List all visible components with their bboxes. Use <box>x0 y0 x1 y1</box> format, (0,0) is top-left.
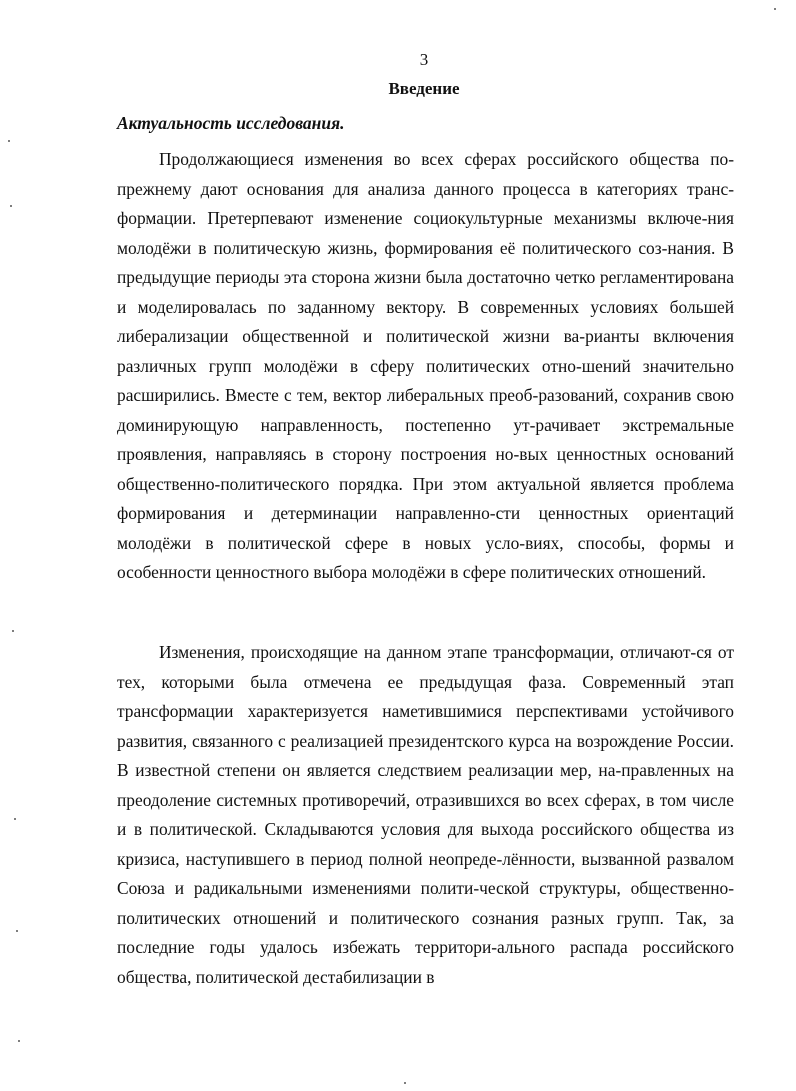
scan-speck <box>404 1082 406 1084</box>
scan-speck <box>10 205 12 207</box>
scan-speck <box>18 1040 20 1042</box>
scan-speck <box>774 8 776 10</box>
paragraph-2: Изменения, происходящие на данном этапе трансформации, отличают-ся от тех, которыми была отмечена ее предыдущая фаза. Современный этап трансформации характеризуется наметившимися перспективами устойчивого развития, связанного с реализацией президентского курса на возрождение России. В известной степени он является следствием реализации мер, на-правленных на преодоление системных противоречий, отразившихся во всех сферах, в том числе и в политической. Складываются условия для выхода российского общества из кризиса, наступившего в период полной неопреде-лённости, вызванной развалом Союза и радикальными изменениями полити-ческой структуры, общественно-политических отношений и политического сознания разных групп. Так, за последние годы удалось избежать территори-ального распада российского общества, политической дестабилизации в <box>117 642 734 987</box>
paragraph-1: Продолжающиеся изменения во всех сферах российского общества по-прежнему дают основания для анализа данного процесса в категориях транс-формации. Претерпевают изменение социокультурные механизмы включе-ния молодёжи в политическую жизнь, формирования её политического соз-нания. В предыдущие периоды эта сторона жизни была достаточно четко регламентирована и моделировалась по заданному вектору. В современных условиях большей либерализации общественной и политической жизни ва-рианты включения различных групп молодёжи в сферу политических отно-шений значительно расширились. Вместе с тем, вектор либеральных преоб-разований, сохранив свою доминирующую направленность, постепенно ут-рачивает экстремальные проявления, направляясь в сторону построения но-вых ценностных оснований общественно-политического порядка. При этом актуальной является проблема формирования и детерминации направленно-сти ценностных ориентаций молодёжи в политической сфере в новых усло-виях, способы, формы и особенности ценностного выбора молодёжи в сфере политических отношений. <box>117 149 734 582</box>
section-heading: Введение <box>388 79 460 98</box>
page-number: 3 <box>419 50 429 69</box>
scan-speck <box>14 818 16 820</box>
scan-speck <box>12 630 14 632</box>
scan-speck <box>8 140 10 142</box>
scan-speck <box>16 930 18 932</box>
section-subheading: Актуальность исследования. <box>117 113 345 133</box>
